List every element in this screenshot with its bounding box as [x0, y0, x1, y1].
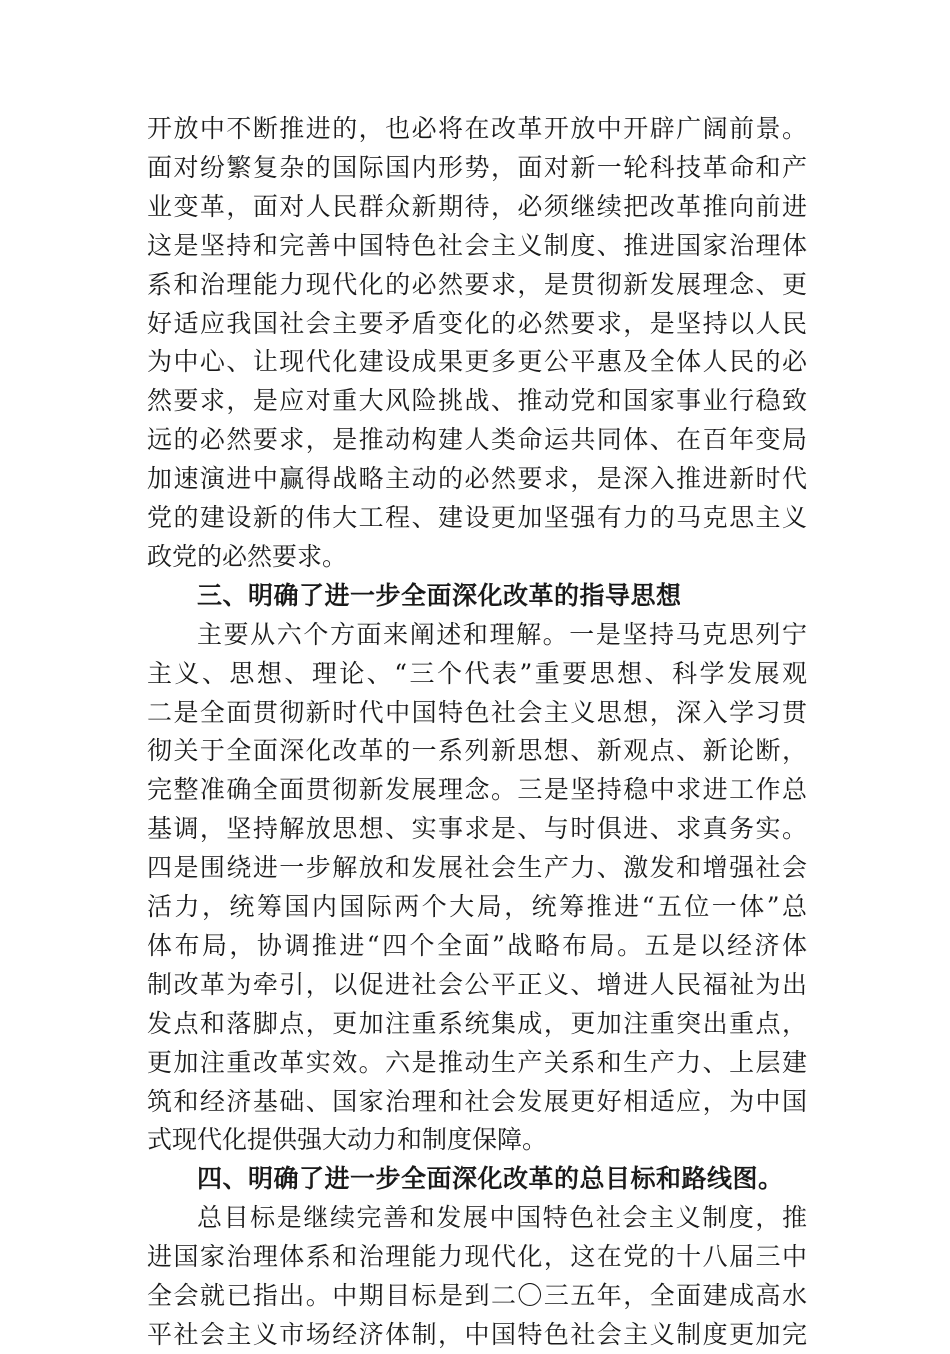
text-line: 制改革为牵引，以促进社会公平正义、增进人民福祉为出	[147, 970, 807, 999]
text-line: 式现代化提供强大动力和制度保障。	[147, 1125, 548, 1154]
text-line: 加速演进中赢得战略主动的必然要求，是深入推进新时代	[147, 464, 807, 493]
text-line: 好适应我国社会主要矛盾变化的必然要求，是坚持以人民	[147, 309, 807, 338]
text-line: 完整准确全面贯彻新发展理念。三是坚持稳中求进工作总	[147, 775, 807, 804]
text-line: 面对纷繁复杂的国际国内形势，面对新一轮科技革命和产	[147, 153, 807, 182]
text-line: 主义、思想、理论、“三个代表”重要思想、科学发展观	[147, 659, 807, 688]
text-line: 体布局，协调推进“四个全面”战略布局。五是以经济体	[147, 931, 807, 960]
text-line: 为中心、让现代化建设成果更多更公平惠及全体人民的必	[147, 347, 807, 376]
text-line: 全会就已指出。中期目标是到二〇三五年，全面建成高水	[147, 1281, 807, 1310]
text-line: 活力，统筹国内国际两个大局，统筹推进“五位一体”总	[147, 892, 807, 921]
section-heading: 三、明确了进一步全面深化改革的指导思想	[197, 581, 682, 610]
text-line: 系和治理能力现代化的必然要求，是贯彻新发展理念、更	[147, 270, 807, 299]
text-line: 这是坚持和完善中国特色社会主义制度、推进国家治理体	[147, 231, 807, 260]
text-line: 业变革，面对人民群众新期待，必须继续把改革推向前进	[147, 192, 807, 221]
text-line: 党的建设新的伟大工程、建设更加坚强有力的马克思主义	[147, 503, 807, 532]
text-line: 四是围绕进一步解放和发展社会生产力、激发和增强社会	[147, 853, 807, 882]
section-heading: 四、明确了进一步全面深化改革的总目标和路线图。	[197, 1164, 784, 1193]
text-line: 二是全面贯彻新时代中国特色社会主义思想，深入学习贯	[147, 698, 807, 727]
text-line: 进国家治理体系和治理能力现代化，这在党的十八届三中	[147, 1242, 807, 1271]
text-line: 开放中不断推进的，也必将在改革开放中开辟广阔前景。	[147, 114, 807, 143]
text-line: 政党的必然要求。	[147, 542, 348, 571]
text-line: 远的必然要求，是推动构建人类命运共同体、在百年变局	[147, 425, 807, 454]
text-line: 筑和经济基础、国家治理和社会发展更好相适应，为中国	[147, 1087, 807, 1116]
text-line: 主要从六个方面来阐述和理解。一是坚持马克思列宁	[197, 620, 807, 649]
text-line: 平社会主义市场经济体制，中国特色社会主义制度更加完	[147, 1320, 807, 1349]
text-line: 基调，坚持解放思想、实事求是、与时俱进、求真务实。	[147, 814, 807, 843]
text-line: 总目标是继续完善和发展中国特色社会主义制度，推	[197, 1203, 807, 1232]
text-line: 彻关于全面深化改革的一系列新思想、新观点、新论断，	[147, 736, 807, 765]
text-line: 发点和落脚点，更加注重系统集成，更加注重突出重点，	[147, 1009, 807, 1038]
text-line: 然要求，是应对重大风险挑战、推动党和国家事业行稳致	[147, 386, 807, 415]
text-line: 更加注重改革实效。六是推动生产关系和生产力、上层建	[147, 1048, 807, 1077]
